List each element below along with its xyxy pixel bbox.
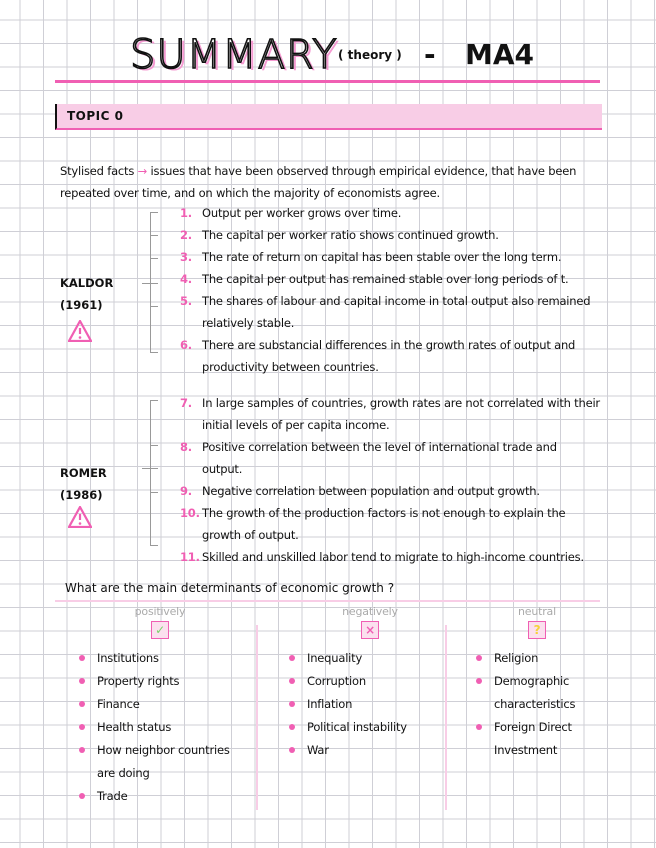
item-text: Skilled and unskilled labor tend to migrate to high-income countries. [202, 550, 584, 564]
list-item: Finance [75, 693, 245, 716]
bracket-tick [150, 400, 158, 401]
item-number: 9. [180, 484, 192, 498]
list-item [180, 290, 600, 334]
list-item [180, 502, 600, 546]
list-item: Institutions [75, 647, 245, 670]
item-text: The capital per output has remained stable over long periods of t. [202, 272, 569, 286]
item-number: 1. [180, 206, 192, 220]
list-item: Foreign Direct Investment [472, 716, 602, 762]
romer-list [180, 392, 600, 568]
list-item [180, 392, 600, 436]
course-code: MA4 [465, 38, 535, 71]
kaldor-list [180, 202, 600, 378]
item-text: Output per worker grows over time. [202, 206, 402, 220]
item-number: 5. [180, 294, 192, 308]
list-item: Demographic characteristics [472, 670, 602, 716]
author-year: (1961) [60, 298, 103, 312]
author-name: ROMER [60, 466, 107, 480]
list-item: Inflation [285, 693, 455, 716]
item-text: Positive correlation between the level of international trade and output. [202, 440, 557, 476]
title-subtitle: ( theory ) [338, 48, 402, 62]
positive-list [75, 647, 245, 808]
bracket-tick [150, 212, 158, 213]
warning-icon [68, 320, 92, 342]
list-item: Inequality [285, 647, 455, 670]
cross-icon: × [361, 621, 379, 639]
item-number: 3. [180, 250, 192, 264]
title-underline [55, 80, 600, 83]
list-item [180, 334, 600, 378]
bracket-tick [150, 235, 158, 236]
kaldor-bracket [150, 212, 151, 352]
item-text: There are substancial differences in the growth rates of output and productivity between countries. [202, 338, 576, 374]
kaldor-author [60, 272, 113, 316]
author-name: KALDOR [60, 276, 114, 290]
topic-label: TOPIC 0 [67, 109, 124, 123]
item-number: 11. [180, 550, 200, 564]
bracket-tick [150, 545, 158, 546]
neutral-list [472, 647, 602, 762]
list-item: Property rights [75, 670, 245, 693]
column-heading: negatively [342, 605, 398, 618]
column-positively [75, 605, 245, 808]
bracket-tick [142, 468, 158, 469]
warning-icon [68, 506, 92, 528]
item-text: The growth of the production factors is not enough to explain the growth of output. [202, 506, 566, 542]
column-heading: neutral [518, 605, 556, 618]
list-item: Religion [472, 647, 602, 670]
list-item [180, 268, 600, 290]
list-item [180, 246, 600, 268]
item-text: The rate of return on capital has been stable over the long term. [202, 250, 562, 264]
list-item [180, 546, 600, 568]
intro-term: Stylised facts [60, 164, 135, 178]
check-icon: ✓ [151, 621, 169, 639]
item-text: In large samples of countries, growth rates are not correlated with their initial levels of per capita income. [202, 396, 600, 432]
list-item [180, 224, 600, 246]
column-heading: positively [134, 605, 186, 618]
page-header [0, 28, 656, 78]
list-item: How neighbor countries are doing [75, 739, 245, 785]
topic-bar [55, 104, 602, 130]
romer-author [60, 462, 107, 506]
list-item: Health status [75, 716, 245, 739]
item-number: 7. [180, 396, 192, 410]
page-title: SUMMARY [130, 32, 338, 78]
item-number: 4. [180, 272, 192, 286]
item-number: 10. [180, 506, 200, 520]
list-item: Trade [75, 785, 245, 808]
column-divider [256, 625, 258, 810]
list-item [180, 480, 600, 502]
list-item [180, 436, 600, 480]
item-number: 6. [180, 338, 192, 352]
bracket-tick [150, 492, 158, 493]
arrow-icon: → [137, 164, 148, 178]
item-text: The capital per worker ratio shows continued growth. [202, 228, 499, 242]
question-text: What are the main determinants of economic growth ? [65, 581, 395, 595]
column-negatively [285, 605, 455, 762]
intro-paragraph [60, 160, 600, 204]
item-number: 8. [180, 440, 192, 454]
bracket-tick [142, 283, 158, 284]
negative-list [285, 647, 455, 762]
bracket-tick [150, 258, 158, 259]
bracket-tick [150, 352, 158, 353]
author-year: (1986) [60, 488, 103, 502]
title-dash: - [424, 38, 436, 71]
list-item: Corruption [285, 670, 455, 693]
intro-text: issues that have been observed through empirical evidence, that have been repeated over time, and on which the majority of economists agree. [60, 164, 577, 200]
list-item [180, 202, 600, 224]
bracket-tick [150, 306, 158, 307]
bracket-tick [150, 445, 158, 446]
item-text: The shares of labour and capital income in total output also remained relatively stable. [202, 294, 591, 330]
list-item: Political instability [285, 716, 455, 739]
list-item: War [285, 739, 455, 762]
column-divider [445, 625, 447, 810]
romer-bracket [150, 400, 151, 545]
question-bar [55, 578, 600, 602]
item-text: Negative correlation between population and output growth. [202, 484, 540, 498]
column-neutral [472, 605, 602, 762]
question-mark-icon: ? [528, 621, 546, 639]
item-number: 2. [180, 228, 192, 242]
